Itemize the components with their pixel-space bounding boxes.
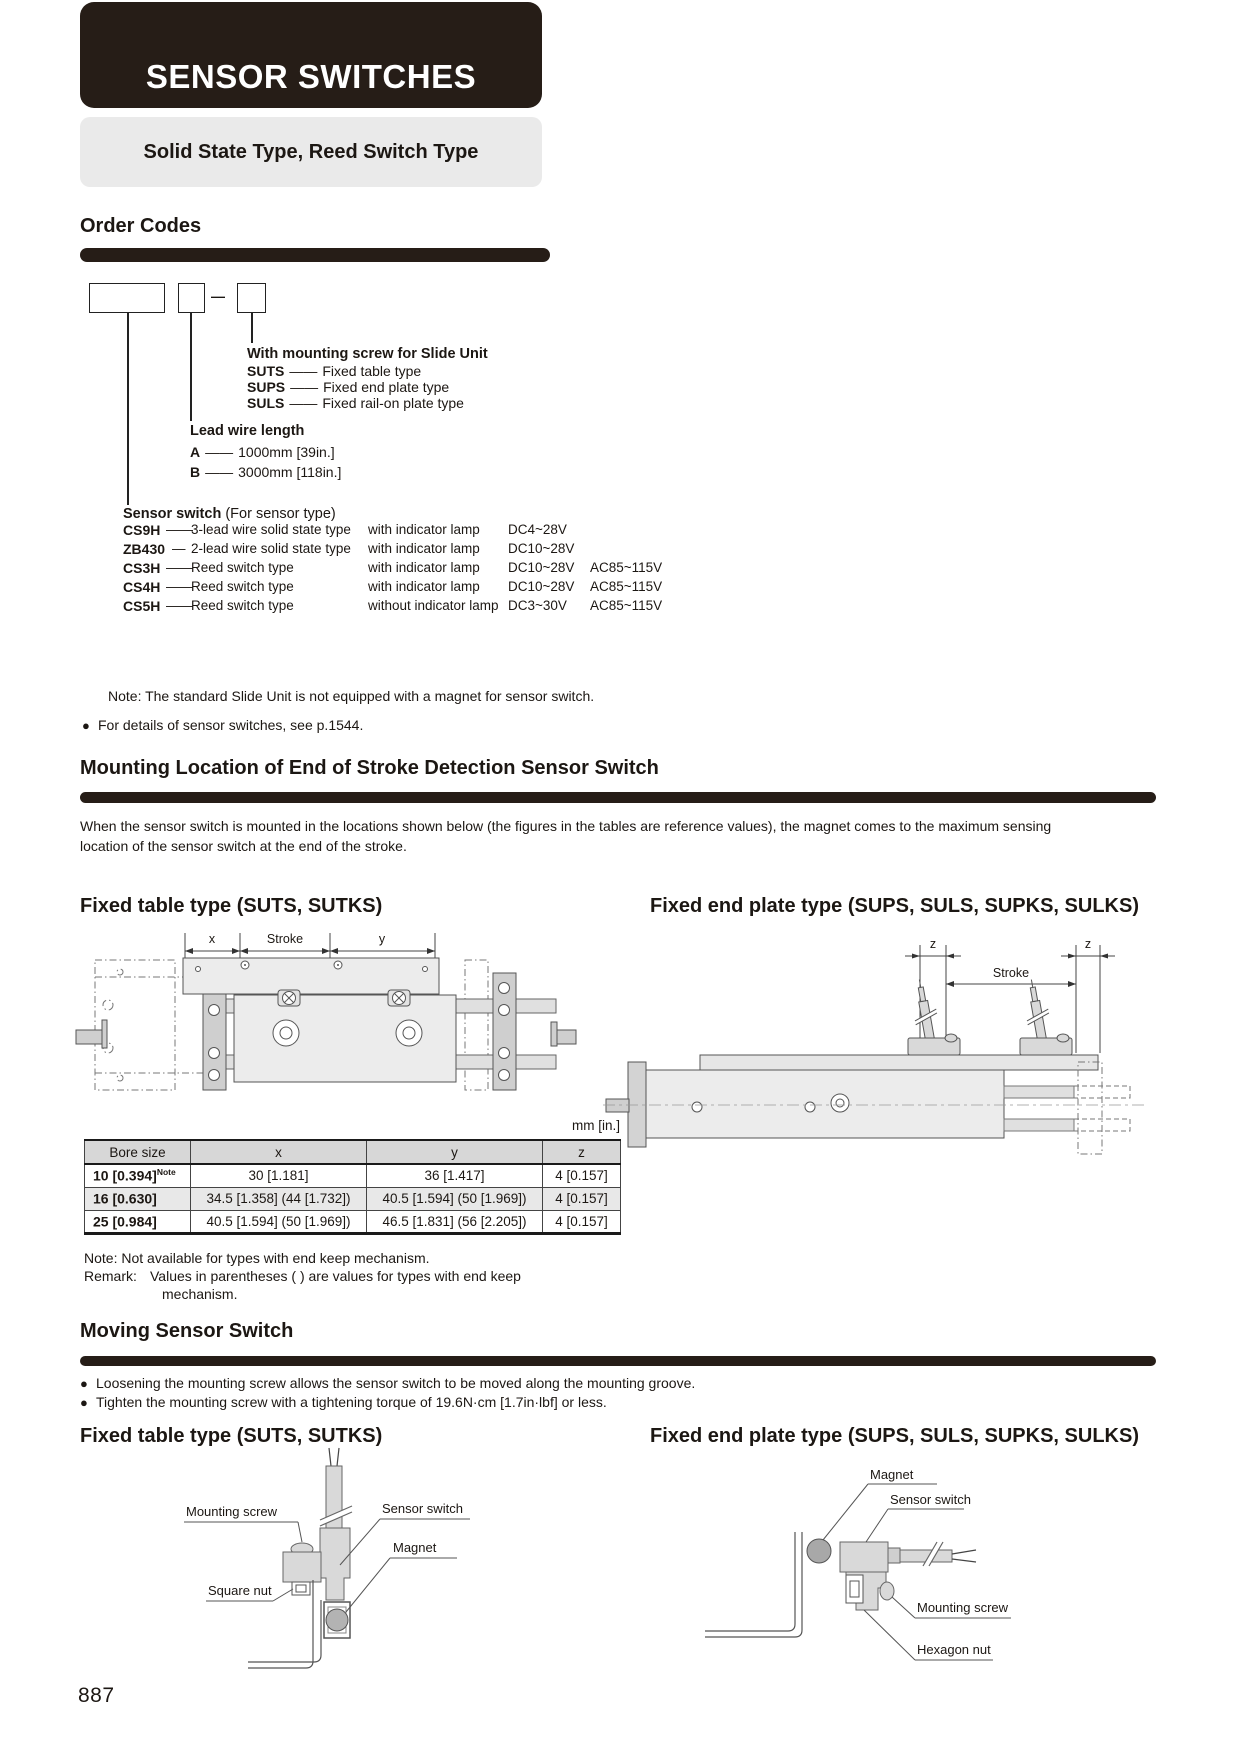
page-title: SENSOR SWITCHES: [145, 58, 477, 95]
phantom-plate: [1078, 1062, 1102, 1154]
sensor-option-row: CS5H —— Reed switch type without indicator lamp DC3~30V AC85~115V: [123, 598, 663, 614]
note-superscript: Note: [156, 1167, 176, 1178]
connector-line: [127, 313, 129, 505]
label-magnet: Magnet: [393, 1540, 437, 1555]
magnet-part: [326, 1609, 348, 1631]
intro-line-1: When the sensor switch is mounted in the locations shown below (the figures in the tables are reference values), the magnet comes to the maximum sensing: [80, 818, 1052, 834]
dim-label-z-right: z: [1084, 937, 1092, 951]
moving-sensor-heading: Moving Sensor Switch: [80, 1320, 294, 1342]
label-square-nut: Square nut: [208, 1583, 272, 1598]
mounting-bracket: [283, 1552, 321, 1582]
table-row: 16 [0.630] 34.5 [1.358] (44 [1.732]) 40.5 [1.594] (50 [1.969]) 4 [0.157]: [85, 1187, 621, 1210]
dim-label-x: x: [208, 932, 216, 946]
sensor-option-row: ZB430 — 2-lead wire solid state type with indicator lamp DC10~28V: [123, 541, 575, 557]
rod-end: [606, 1099, 629, 1112]
option-code: SUTS: [247, 363, 285, 379]
bullet-icon: ●: [80, 1395, 88, 1410]
sensor-switch-body: [320, 1528, 350, 1600]
moving-switch-end-plate-figure: [680, 1460, 1020, 1680]
order-codes-heading: Order Codes: [80, 215, 202, 237]
end-plate-edge: [705, 1532, 802, 1637]
piston-rod-bottom: [1004, 1119, 1074, 1131]
option-desc: 1000mm [39in.]: [238, 444, 335, 460]
lead-wires: [952, 1550, 976, 1562]
mounting-rail: [700, 1055, 1098, 1070]
lead-wire-option: [190, 464, 341, 480]
lead-wire-option: [190, 444, 335, 460]
lead-wire-heading: Lead wire length: [190, 423, 305, 439]
option-dash: ——: [290, 379, 319, 395]
connector-line: [251, 313, 253, 343]
option-dash: ——: [205, 444, 234, 460]
lead-wires: [329, 1448, 339, 1466]
remark-line-2: mechanism.: [162, 1286, 238, 1302]
order-codes-bullet-text: For details of sensor switches, see p.1544.: [98, 717, 364, 733]
table-row: 10 $[0.394]^{Note}$ 30 [1.181] 36 [1.417] 4 [0.157]: [85, 1164, 621, 1187]
option-desc: Fixed end plate type: [323, 379, 450, 395]
page-title-banner: [80, 2, 542, 108]
sensor-switch-left: [908, 978, 960, 1055]
slide-unit-option: [247, 379, 449, 395]
bullet-icon: ●: [80, 1376, 88, 1391]
option-code: SULS: [247, 395, 285, 411]
order-code-diagram: [80, 250, 800, 620]
order-code-box-lead: [178, 283, 205, 313]
col-x: x: [191, 1140, 367, 1164]
page-number: 887: [78, 1684, 115, 1707]
end-plate-right: [493, 973, 516, 1090]
label-mounting-screw: Mounting screw: [917, 1600, 1009, 1615]
label-hexagon-nut: Hexagon nut: [917, 1642, 991, 1657]
slide-unit-option: [247, 395, 464, 411]
table-plate: [183, 958, 439, 994]
moving-bullet-2: Tighten the mounting screw with a tightening torque of 19.6N·cm [1.7in·lbf] or less.: [96, 1394, 607, 1410]
hexagon-nut-part: [846, 1575, 863, 1603]
table-row: 25 [0.984] 40.5 [1.594] (50 [1.969]) 46.5 [1.831] (56 [2.205]) 4 [0.157]: [85, 1210, 621, 1233]
sensor-switch-heading: [123, 506, 336, 522]
fixed-table-title: Fixed table type (SUTS, SUTKS): [80, 895, 383, 917]
table-header-row: [85, 1140, 621, 1164]
cylinder-body: [234, 995, 456, 1082]
label-sensor-switch: Sensor switch: [382, 1501, 463, 1516]
dim-label-z-left: z: [929, 937, 937, 951]
fixed-end-plate-drawing: [595, 915, 1160, 1160]
bullet-icon: ●: [82, 718, 90, 733]
moving-switch-table-figure: [150, 1440, 490, 1690]
rod-flange-left: [102, 1020, 107, 1048]
square-nut-part: [292, 1582, 310, 1595]
sensor-switch-body: [840, 1542, 888, 1572]
order-code-dash: —: [211, 288, 225, 304]
table-units: mm [in.]: [571, 1118, 620, 1133]
piston-rod-top: [1004, 1086, 1074, 1098]
fixed-end-plate-title-2: Fixed end plate type (SUPS, SULS, SUPKS, SULKS): [650, 1425, 1139, 1447]
option-code: SUPS: [247, 379, 286, 395]
fixed-table-title-2: Fixed table type (SUTS, SUTKS): [80, 1425, 383, 1447]
order-codes-note: Note: The standard Slide Unit is not equipped with a magnet for sensor switch.: [108, 688, 595, 704]
page-subtitle-banner: [80, 117, 542, 187]
sensor-option-row: CS9H —— 3-lead wire solid state type with indicator lamp DC4~28V: [123, 522, 567, 538]
rod-end-right: [557, 1030, 576, 1044]
col-z: z: [543, 1140, 621, 1164]
dim-label-stroke: Stroke: [992, 966, 1030, 980]
label-magnet: Magnet: [870, 1467, 914, 1482]
sensor-option-row: CS3H —— Reed switch type with indicator lamp DC10~28V AC85~115V: [123, 560, 663, 576]
mounting-location-heading: Mounting Location of End of Stroke Detection Sensor Switch: [80, 757, 659, 779]
fixed-end-plate-title: Fixed end plate type (SUPS, SULS, SUPKS, SULKS): [650, 895, 1139, 917]
dim-label-stroke: Stroke: [266, 932, 304, 946]
section-rule: [80, 1356, 1156, 1366]
magnet-holder: [324, 1602, 350, 1638]
fixed-table-drawing: [75, 905, 585, 1100]
option-desc: Fixed table type: [322, 363, 422, 379]
option-dash: ——: [289, 363, 318, 379]
col-y: y: [367, 1140, 543, 1164]
col-bore-size: Bore size: [85, 1140, 191, 1164]
table-note: Note: Not available for types with end keep mechanism.: [84, 1250, 430, 1266]
section-rule: [80, 792, 1156, 803]
option-dash: ——: [289, 395, 318, 411]
option-code: A: [190, 444, 201, 460]
option-code: B: [190, 464, 201, 480]
dim-label-y: y: [378, 932, 386, 946]
sensor-switch-right: [1020, 978, 1072, 1055]
page-subtitle: Solid State Type, Reed Switch Type: [143, 140, 479, 163]
sensor-heading-note: (For sensor type): [225, 506, 336, 522]
cable-boot: [888, 1548, 900, 1563]
label-sensor-switch: Sensor switch: [890, 1492, 971, 1507]
order-code-box-sensor: [89, 283, 165, 313]
slide-unit-option: [247, 363, 421, 379]
sensor-option-row: CS4H —— Reed switch type with indicator lamp DC10~28V AC85~115V: [123, 579, 663, 595]
remark-label: Remark:: [84, 1268, 137, 1284]
option-desc: Fixed rail-on plate type: [322, 395, 464, 411]
rod-flange-right: [551, 1022, 557, 1046]
end-plate: [628, 1062, 646, 1147]
connector-line: [190, 313, 192, 421]
option-desc: 3000mm [118in.]: [238, 464, 342, 480]
slide-unit-heading: With mounting screw for Slide Unit: [247, 346, 488, 362]
order-code-box-mount: [237, 283, 266, 313]
remark-line-1: Values in parentheses ( ) are values for types with end keep: [150, 1268, 521, 1284]
label-mounting-screw: Mounting screw: [186, 1504, 278, 1519]
mounting-dimension-table: [84, 1139, 621, 1235]
intro-line-2: location of the sensor switch at the end of the stroke.: [80, 838, 407, 854]
magnet-part: [807, 1539, 831, 1563]
dimension-lines: [905, 945, 1115, 1053]
rod-end-left: [76, 1030, 102, 1044]
option-dash: ——: [205, 464, 234, 480]
sensor-heading-text: Sensor switch: [123, 506, 222, 522]
moving-bullet-1: Loosening the mounting screw allows the sensor switch to be moved along the mounting groove.: [96, 1375, 696, 1391]
